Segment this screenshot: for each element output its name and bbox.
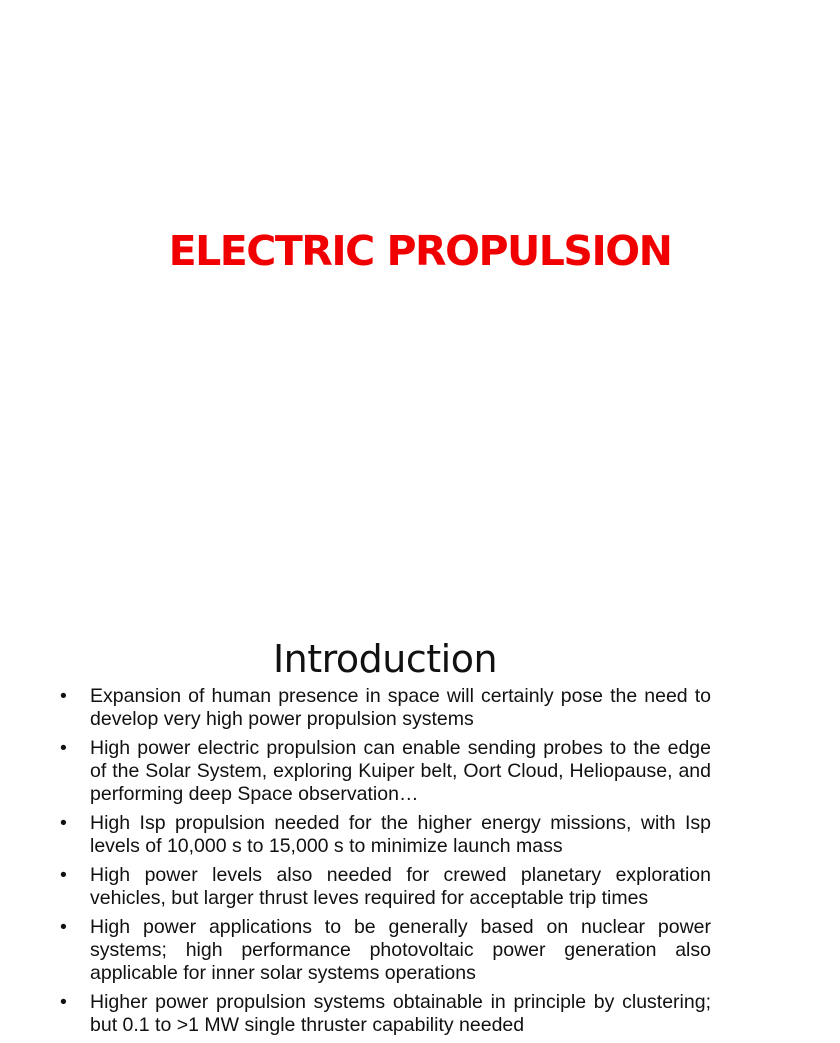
slide-title: ELECTRIC PROPULSION	[168, 227, 672, 275]
section-heading: Introduction	[272, 637, 498, 681]
bullet-text: Expansion of human presence in space will certainly pose the need to develop very high power propulsion systems	[90, 685, 711, 730]
bullet-item	[60, 812, 711, 858]
bullet-item	[60, 991, 711, 1037]
bullet-text: High power electric propulsion can enable sending probes to the edge of the Solar System, exploring Kuiper belt, Oort Cloud, Heliopause, and performing deep Space observation…	[90, 737, 711, 805]
bullet-text: High power applications to be generally based on nuclear power systems; high performance photovoltaic power generation also applicable for inner solar systems operations	[90, 916, 711, 984]
introduction-slide	[0, 630, 768, 1036]
bullet-text: Higher power propulsion systems obtainable in principle by clustering; but 0.1 to >1 MW single thruster capability needed	[90, 991, 711, 1036]
bullet-text: High power levels also needed for crewed planetary exploration vehicles, but larger thrust leves required for acceptable trip times	[90, 864, 711, 909]
bullet-dot-icon: •	[60, 991, 67, 1013]
bullet-dot-icon: •	[60, 685, 67, 707]
bullet-dot-icon: •	[60, 737, 67, 759]
bullet-dot-icon: •	[60, 864, 67, 886]
bullet-dot-icon: •	[60, 916, 67, 938]
bullet-list	[60, 685, 711, 1043]
bullet-dot-icon: •	[60, 812, 67, 834]
bullet-item	[60, 737, 711, 806]
bullet-item	[60, 685, 711, 731]
bullet-item	[60, 864, 711, 910]
bullet-item	[60, 916, 711, 985]
bullet-text: High Isp propulsion needed for the higher energy missions, with Isp levels of 10,000 s to 15,000 s to minimize launch mass	[90, 812, 711, 857]
